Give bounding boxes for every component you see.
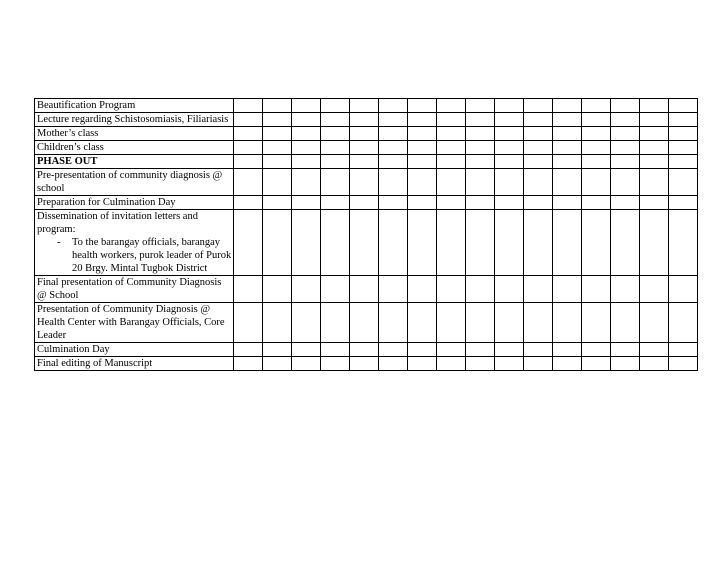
- schedule-cell: [292, 155, 321, 169]
- schedule-cell: [524, 343, 553, 357]
- schedule-cell: [350, 276, 379, 303]
- schedule-cell: [350, 113, 379, 127]
- schedule-cell: [582, 113, 611, 127]
- schedule-cell: [611, 155, 640, 169]
- schedule-cell: [263, 343, 292, 357]
- schedule-cell: [263, 276, 292, 303]
- schedule-cell: [640, 127, 669, 141]
- schedule-cell: [466, 196, 495, 210]
- schedule-cell: [669, 196, 698, 210]
- table-row: [35, 99, 698, 113]
- schedule-cell: [263, 303, 292, 343]
- schedule-cell: [379, 210, 408, 276]
- schedule-cell: [466, 99, 495, 113]
- schedule-cell: [553, 127, 582, 141]
- phase-heading: PHASE OUT: [35, 155, 234, 169]
- schedule-cell: [524, 196, 553, 210]
- schedule-cell: [292, 343, 321, 357]
- activity-cell: Children’s class: [35, 141, 234, 155]
- schedule-cell: [669, 113, 698, 127]
- schedule-cell: [524, 210, 553, 276]
- schedule-cell: [379, 357, 408, 371]
- activity-cell: Pre-presentation of community diagnosis @ school: [35, 169, 234, 196]
- schedule-cell: [466, 169, 495, 196]
- schedule-cell: [466, 141, 495, 155]
- schedule-cell: [408, 113, 437, 127]
- table-row: [35, 303, 698, 343]
- schedule-cell: [408, 357, 437, 371]
- schedule-cell: [321, 141, 350, 155]
- list-item: [57, 236, 233, 275]
- activity-cell: Beautification Program: [35, 99, 234, 113]
- table-row: [35, 169, 698, 196]
- schedule-cell: [437, 155, 466, 169]
- schedule-cell: [495, 196, 524, 210]
- schedule-cell: [582, 303, 611, 343]
- table-row: [35, 155, 698, 169]
- sub-list: [37, 236, 233, 275]
- schedule-cell: [408, 276, 437, 303]
- schedule-cell: [582, 127, 611, 141]
- schedule-cell: [553, 196, 582, 210]
- table-row: [35, 343, 698, 357]
- schedule-cell: [495, 343, 524, 357]
- schedule-cell: [379, 276, 408, 303]
- schedule-cell: [292, 169, 321, 196]
- schedule-cell: [582, 210, 611, 276]
- schedule-cell: [437, 113, 466, 127]
- schedule-cell: [524, 169, 553, 196]
- schedule-cell: [350, 210, 379, 276]
- schedule-cell: [263, 357, 292, 371]
- schedule-cell: [408, 210, 437, 276]
- schedule-cell: [292, 127, 321, 141]
- schedule-cell: [582, 155, 611, 169]
- schedule-cell: [321, 127, 350, 141]
- schedule-cell: [350, 141, 379, 155]
- schedule-cell: [350, 169, 379, 196]
- schedule-cell: [234, 169, 263, 196]
- schedule-cell: [321, 303, 350, 343]
- schedule-cell: [669, 99, 698, 113]
- schedule-cell: [437, 169, 466, 196]
- schedule-cell: [379, 141, 408, 155]
- schedule-cell: [437, 196, 466, 210]
- schedule-cell: [582, 343, 611, 357]
- schedule-cell: [611, 196, 640, 210]
- schedule-cell: [524, 276, 553, 303]
- schedule-cell: [553, 343, 582, 357]
- schedule-cell: [234, 99, 263, 113]
- schedule-cell: [321, 276, 350, 303]
- schedule-cell: [234, 127, 263, 141]
- table-row: [35, 357, 698, 371]
- schedule-cell: [350, 343, 379, 357]
- schedule-cell: [350, 357, 379, 371]
- schedule-cell: [669, 141, 698, 155]
- schedule-cell: [640, 196, 669, 210]
- schedule-cell: [379, 155, 408, 169]
- schedule-cell: [553, 169, 582, 196]
- schedule-cell: [669, 169, 698, 196]
- schedule-cell: [263, 127, 292, 141]
- schedule-cell: [234, 155, 263, 169]
- schedule-cell: [379, 127, 408, 141]
- schedule-cell: [321, 155, 350, 169]
- activity-cell: Lecture regarding Schistosomiasis, Filiariasis: [35, 113, 234, 127]
- schedule-cell: [408, 155, 437, 169]
- schedule-cell: [466, 113, 495, 127]
- schedule-cell: [321, 357, 350, 371]
- schedule-cell: [350, 155, 379, 169]
- schedule-cell: [640, 357, 669, 371]
- schedule-cell: [466, 276, 495, 303]
- schedule-cell: [524, 127, 553, 141]
- activity-cell: Culmination Day: [35, 343, 234, 357]
- schedule-cell: [524, 155, 553, 169]
- schedule-cell: [350, 127, 379, 141]
- schedule-cell: [640, 155, 669, 169]
- activity-cell: Mother’s class: [35, 127, 234, 141]
- schedule-cell: [669, 210, 698, 276]
- schedule-cell: [582, 141, 611, 155]
- schedule-cell: [263, 169, 292, 196]
- schedule-cell: [582, 196, 611, 210]
- schedule-cell: [524, 99, 553, 113]
- schedule-cell: [350, 303, 379, 343]
- table-row: [35, 127, 698, 141]
- activity-cell: Preparation for Culmination Day: [35, 196, 234, 210]
- schedule-cell: [234, 276, 263, 303]
- schedule-cell: [669, 303, 698, 343]
- schedule-cell: [669, 343, 698, 357]
- schedule-cell: [321, 343, 350, 357]
- activity-cell: Presentation of Community Diagnosis @ Health Center with Barangay Officials, Core Leader: [35, 303, 234, 343]
- schedule-cell: [611, 169, 640, 196]
- activity-cell: [35, 210, 234, 276]
- schedule-cell: [582, 169, 611, 196]
- schedule-cell: [611, 113, 640, 127]
- schedule-cell: [234, 303, 263, 343]
- schedule-cell: [292, 357, 321, 371]
- schedule-cell: [495, 357, 524, 371]
- schedule-cell: [437, 141, 466, 155]
- schedule-cell: [669, 155, 698, 169]
- schedule-cell: [350, 196, 379, 210]
- schedule-cell: [408, 303, 437, 343]
- schedule-cell: [379, 196, 408, 210]
- schedule-cell: [234, 113, 263, 127]
- schedule-cell: [582, 357, 611, 371]
- schedule-cell: [495, 113, 524, 127]
- schedule-cell: [321, 113, 350, 127]
- schedule-cell: [437, 343, 466, 357]
- schedule-cell: [466, 155, 495, 169]
- schedule-cell: [408, 196, 437, 210]
- schedule-cell: [524, 303, 553, 343]
- schedule-cell: [379, 303, 408, 343]
- schedule-cell: [350, 99, 379, 113]
- schedule-cell: [553, 155, 582, 169]
- schedule-cell: [524, 357, 553, 371]
- schedule-cell: [611, 99, 640, 113]
- schedule-cell: [495, 127, 524, 141]
- table-row: [35, 113, 698, 127]
- activity-cell: Final presentation of Community Diagnosis @ School: [35, 276, 234, 303]
- schedule-cell: [321, 210, 350, 276]
- schedule-cell: [495, 169, 524, 196]
- schedule-cell: [408, 99, 437, 113]
- schedule-cell: [408, 127, 437, 141]
- schedule-cell: [495, 210, 524, 276]
- schedule-cell: [263, 210, 292, 276]
- table-row: [35, 196, 698, 210]
- schedule-cell: [466, 357, 495, 371]
- schedule-cell: [379, 343, 408, 357]
- schedule-cell: [669, 357, 698, 371]
- schedule-cell: [553, 113, 582, 127]
- schedule-cell: [553, 357, 582, 371]
- activity-schedule-table: [34, 98, 698, 371]
- schedule-cell: [321, 99, 350, 113]
- schedule-cell: [292, 99, 321, 113]
- schedule-cell: [379, 169, 408, 196]
- schedule-cell: [524, 141, 553, 155]
- schedule-cell: [495, 99, 524, 113]
- schedule-cell: [408, 343, 437, 357]
- schedule-cell: [437, 357, 466, 371]
- schedule-cell: [466, 343, 495, 357]
- schedule-cell: [640, 113, 669, 127]
- schedule-cell: [437, 99, 466, 113]
- schedule-cell: [669, 127, 698, 141]
- schedule-cell: [292, 113, 321, 127]
- schedule-cell: [611, 343, 640, 357]
- schedule-cell: [495, 303, 524, 343]
- schedule-cell: [437, 127, 466, 141]
- schedule-cell: [640, 141, 669, 155]
- schedule-cell: [495, 141, 524, 155]
- schedule-cell: [379, 99, 408, 113]
- schedule-cell: [553, 99, 582, 113]
- activity-cell: Final editing of Manuscript: [35, 357, 234, 371]
- schedule-cell: [437, 303, 466, 343]
- schedule-cell: [553, 276, 582, 303]
- schedule-cell: [495, 155, 524, 169]
- schedule-cell: [611, 276, 640, 303]
- schedule-cell: [437, 210, 466, 276]
- schedule-cell: [234, 210, 263, 276]
- list-item-text: To the barangay officials, barangay health workers, purok leader of Purok 20 Brgy. Mintal Tugbok District: [72, 237, 232, 274]
- schedule-cell: [640, 99, 669, 113]
- schedule-cell: [611, 127, 640, 141]
- schedule-cell: [263, 99, 292, 113]
- schedule-cell: [553, 210, 582, 276]
- schedule-cell: [640, 169, 669, 196]
- schedule-cell: [292, 276, 321, 303]
- schedule-cell: [234, 343, 263, 357]
- schedule-cell: [640, 210, 669, 276]
- schedule-cell: [524, 113, 553, 127]
- schedule-cell: [263, 141, 292, 155]
- schedule-cell: [640, 276, 669, 303]
- schedule-cell: [234, 357, 263, 371]
- schedule-cell: [234, 141, 263, 155]
- schedule-cell: [437, 276, 466, 303]
- schedule-cell: [611, 210, 640, 276]
- schedule-cell: [611, 357, 640, 371]
- schedule-cell: [292, 196, 321, 210]
- schedule-cell: [292, 141, 321, 155]
- schedule-cell: [553, 303, 582, 343]
- schedule-cell: [292, 303, 321, 343]
- schedule-cell: [495, 276, 524, 303]
- schedule-cell: [408, 141, 437, 155]
- schedule-cell: [408, 169, 437, 196]
- schedule-cell: [611, 141, 640, 155]
- schedule-cell: [466, 210, 495, 276]
- activity-text: Dissemination of invitation letters and program:: [37, 211, 198, 235]
- schedule-cell: [292, 210, 321, 276]
- schedule-cell: [640, 303, 669, 343]
- dash-bullet: -: [57, 237, 61, 248]
- table-row: [35, 210, 698, 276]
- schedule-cell: [553, 141, 582, 155]
- table-row: [35, 141, 698, 155]
- schedule-cell: [669, 276, 698, 303]
- schedule-cell: [321, 169, 350, 196]
- schedule-cell: [640, 343, 669, 357]
- schedule-cell: [582, 99, 611, 113]
- schedule-cell: [321, 196, 350, 210]
- schedule-cell: [263, 155, 292, 169]
- schedule-cell: [582, 276, 611, 303]
- schedule-cell: [263, 196, 292, 210]
- schedule-cell: [611, 303, 640, 343]
- schedule-cell: [263, 113, 292, 127]
- schedule-cell: [466, 127, 495, 141]
- schedule-cell: [379, 113, 408, 127]
- table-row: [35, 276, 698, 303]
- schedule-cell: [234, 196, 263, 210]
- schedule-cell: [466, 303, 495, 343]
